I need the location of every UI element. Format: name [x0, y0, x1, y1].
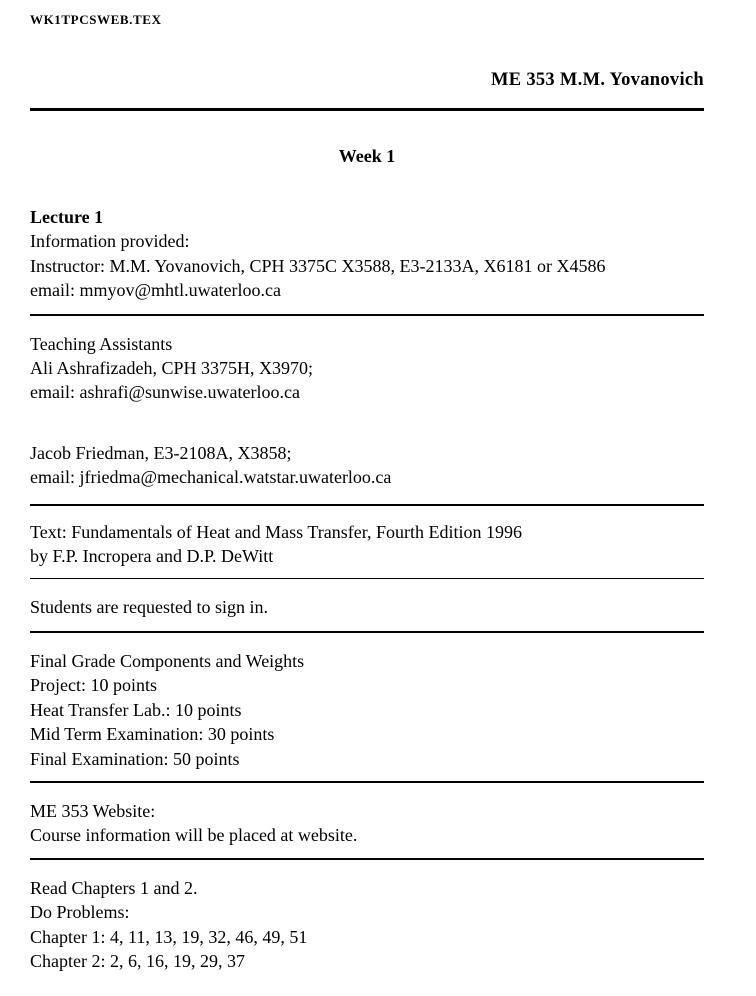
ta2-info: Jacob Friedman, E3-2108A, X3858; [30, 442, 292, 463]
teaching-assistant-2 [30, 441, 704, 490]
read-chapters-line: Read Chapters 1 and 2. [30, 877, 198, 898]
lecture-section [30, 205, 704, 303]
section-divider [30, 314, 704, 316]
chapter1-problems: Chapter 1: 4, 11, 13, 19, 32, 46, 49, 51 [30, 926, 308, 947]
grading-item: Final Examination: 50 points [30, 748, 240, 769]
grading-heading: Final Grade Components and Weights [30, 650, 305, 671]
section-divider-thin [30, 578, 704, 579]
do-problems-line: Do Problems: [30, 902, 130, 923]
teaching-assistants-section [30, 332, 704, 405]
textbook-authors-line: by F.P. Incropera and D.P. DeWitt [30, 546, 274, 567]
grading-section [30, 649, 704, 771]
ta1-email: email: ashrafi@sunwise.uwaterloo.ca [30, 382, 300, 403]
grading-item: Project: 10 points [30, 675, 157, 696]
source-filename: WK1TPCSWEB.TEX [30, 12, 162, 27]
textbook-section [30, 520, 704, 569]
teaching-assistants-heading: Teaching Assistants [30, 333, 173, 354]
week-heading: Week 1 [338, 146, 396, 166]
document-content [30, 12, 704, 973]
signin-note: Students are requested to sign in. [30, 597, 268, 618]
textbook-title-line: Text: Fundamentals of Heat and Mass Transfer, Fourth Edition 1996 [30, 521, 522, 542]
website-note: Course information will be placed at website. [30, 825, 358, 846]
header-divider [30, 108, 704, 111]
ta1-info: Ali Ashrafizadeh, CPH 3375H, X3970; [30, 358, 313, 379]
section-divider [30, 504, 704, 506]
website-section [30, 799, 704, 848]
grading-item: Heat Transfer Lab.: 10 points [30, 699, 242, 720]
chapter2-problems: Chapter 2: 2, 6, 16, 19, 29, 37 [30, 950, 245, 971]
course-header: ME 353 M.M. Yovanovich [491, 70, 704, 90]
signin-section [30, 595, 704, 619]
section-divider [30, 631, 704, 633]
instructor-email: email: mmyov@mhtl.uwaterloo.ca [30, 280, 282, 301]
ta2-email: email: jfriedma@mechanical.watstar.uwaterloo.ca [30, 467, 392, 488]
lecture-heading: Lecture 1 [30, 207, 104, 227]
lecture-info-label: Information provided: [30, 231, 190, 252]
grading-item: Mid Term Examination: 30 points [30, 724, 275, 745]
website-heading: ME 353 Website: [30, 800, 156, 821]
section-divider [30, 781, 704, 783]
assignments-section [30, 876, 704, 974]
instructor-line: Instructor: M.M. Yovanovich, CPH 3375C X3588, E3-2133A, X6181 or X4586 [30, 255, 606, 276]
section-divider [30, 858, 704, 860]
